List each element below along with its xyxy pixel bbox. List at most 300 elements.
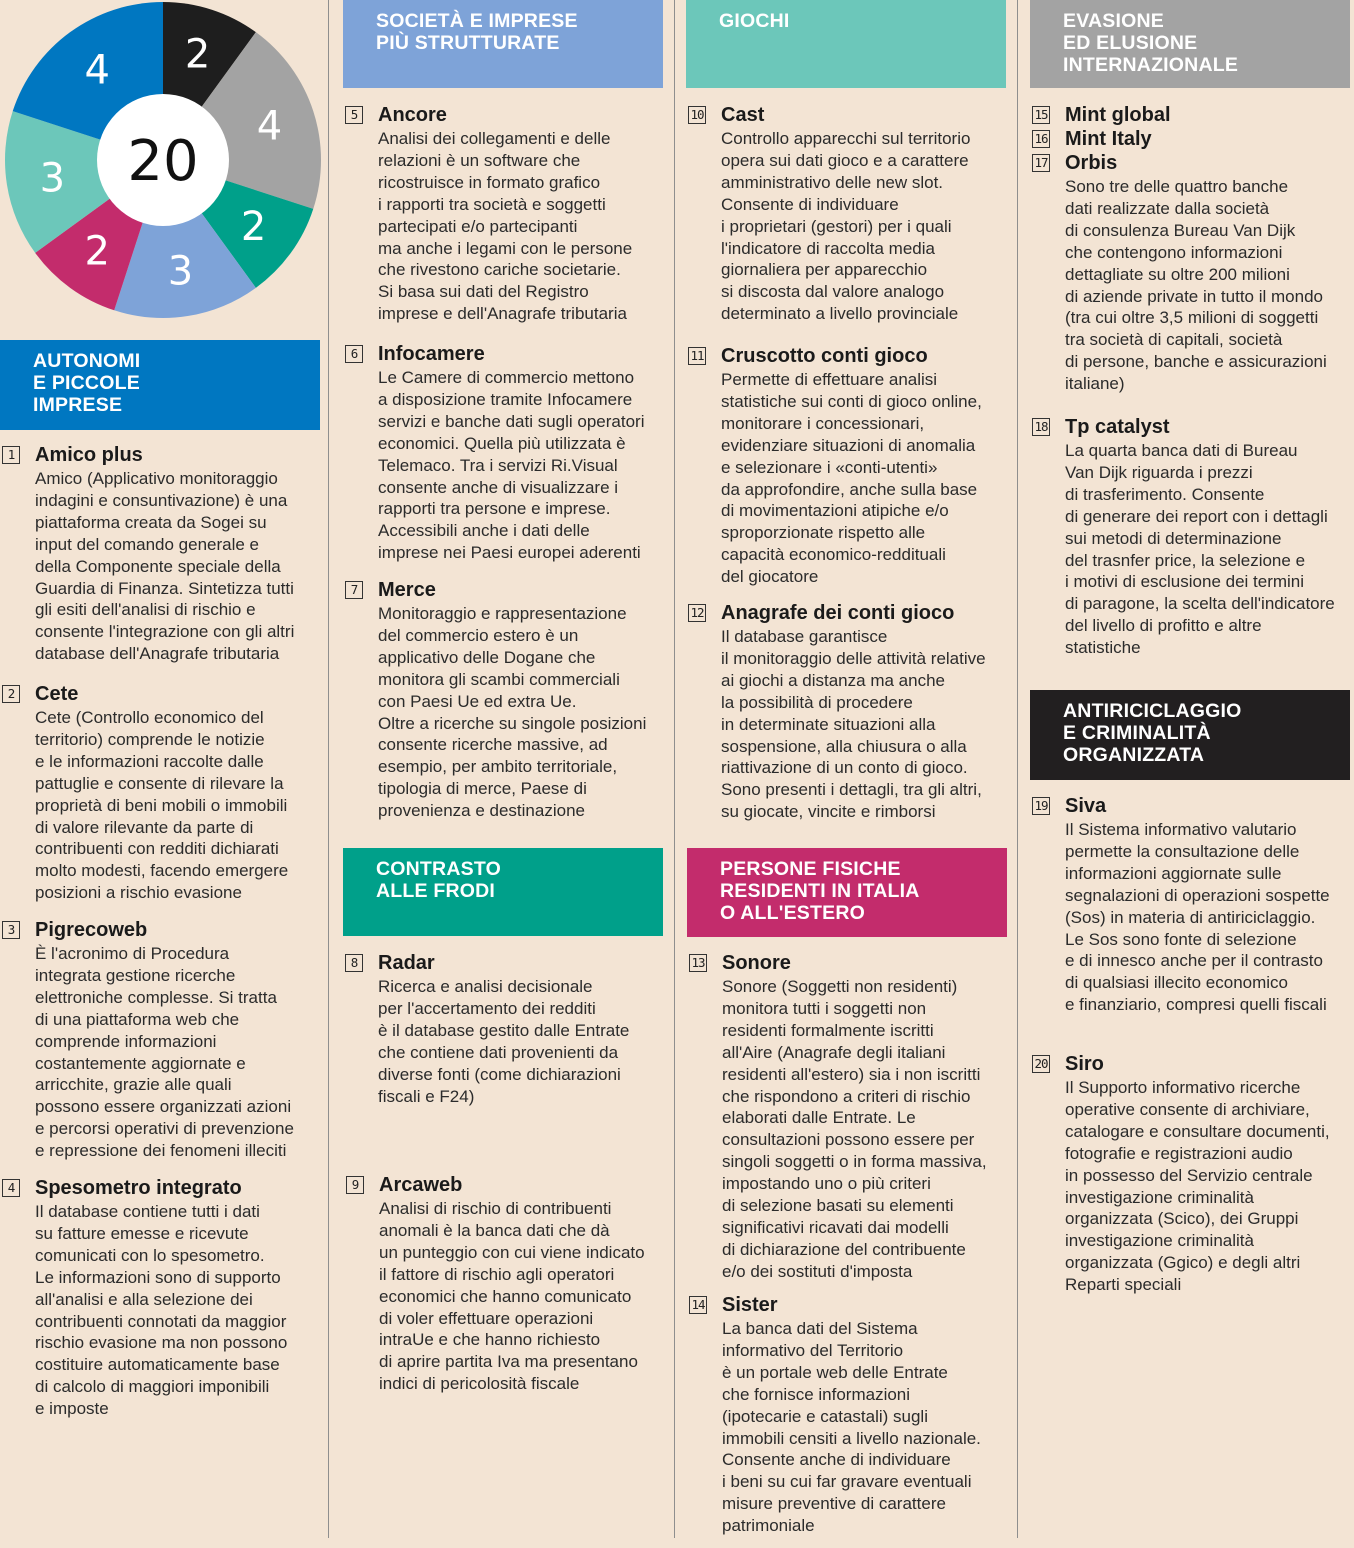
entry-description — [35, 468, 294, 665]
entry-header — [346, 1173, 645, 1198]
entry-description — [35, 943, 294, 1162]
description-line: La banca dati del Sistema — [722, 1319, 918, 1338]
entry-number-badge: 13 — [689, 954, 707, 972]
description-line: in determinate situazioni alla — [721, 714, 936, 734]
description-line: dettagliate su oltre 200 milioni — [1065, 264, 1290, 284]
description-line: che rivestono cariche societarie. — [378, 260, 621, 280]
description-line: Il Supporto informativo ricerche — [1065, 1078, 1301, 1097]
description-line: consultazioni possono essere per — [722, 1130, 975, 1150]
column-divider — [674, 0, 675, 1538]
section-header-line: IMPRESE — [33, 394, 123, 416]
description-line: e le informazioni raccolte dalle — [35, 751, 264, 771]
entry-number-badge: 1 — [2, 446, 20, 464]
description-line: rischio evasione ma non possono — [35, 1333, 288, 1353]
entry-title: Cete — [35, 683, 79, 705]
description-line: di una piattaforma web che — [35, 1009, 240, 1029]
entry-title: Siro — [1065, 1053, 1104, 1075]
entry-header — [1032, 415, 1335, 440]
description-line: economici. Quella più utilizzata è — [378, 433, 626, 453]
entry-description — [35, 1201, 287, 1420]
description-line: tra società di capitali, società — [1065, 330, 1283, 350]
description-line: Accessibili anche i dati delle — [378, 521, 590, 541]
section-header-line: ED ELUSIONE — [1063, 32, 1198, 54]
section-header-persone — [687, 848, 1007, 937]
description-line: con Paesi Ue ed extra Ue. — [378, 691, 577, 711]
description-line: È l'acronimo di Procedura — [35, 944, 230, 963]
description-line: e percorsi operativi di prevenzione — [35, 1119, 294, 1139]
description-line: Consente anche di individuare — [722, 1450, 951, 1470]
description-line: Monitoraggio e rappresentazione — [378, 604, 627, 623]
entry-header — [1032, 794, 1330, 819]
description-line: Guardia di Finanza. Sintetizza tutti — [35, 578, 294, 598]
description-line: opera sui dati gioco e a carattere — [721, 150, 969, 170]
section-header-autonomi — [0, 340, 320, 430]
entry-header — [688, 103, 970, 128]
pie-slice-label: 4 — [84, 47, 110, 94]
entry-header — [345, 578, 646, 603]
description-line: da approfondire, anche sulla base — [721, 479, 978, 499]
entry-tp-catalyst — [1032, 415, 1335, 659]
description-line: su giocate, vincite e rimborsi — [721, 802, 936, 822]
description-line: Il database contiene tutti i dati — [35, 1202, 260, 1221]
description-line: (Sos) in materia di antiriciclaggio. — [1065, 907, 1316, 927]
description-line: esempio, per ambito territoriale, — [378, 757, 618, 777]
entry-description — [379, 1198, 645, 1395]
description-line: comunicati con lo spesometro. — [35, 1245, 265, 1265]
section-header-line: INTERNAZIONALE — [1063, 54, 1239, 76]
entry-header — [689, 951, 987, 976]
entry-title: Mint Italy — [1065, 128, 1152, 150]
description-line: costantemente aggiornate e — [35, 1053, 246, 1073]
description-line: e di innesco anche per il contrasto — [1065, 951, 1323, 971]
entry-spesometro-integrato — [2, 1176, 287, 1420]
description-line: e repressione dei fenomeni illeciti — [35, 1141, 287, 1161]
description-line: di qualsiasi illecito economico — [1065, 973, 1289, 993]
description-line: patrimoniale — [722, 1516, 815, 1536]
description-line: di paragone, la scelta dell'indicatore — [1065, 594, 1335, 614]
description-line: di aprire partita Iva ma presentano — [379, 1352, 638, 1372]
description-line: misure preventive di carattere — [722, 1494, 946, 1514]
description-line: di aziende private in tutto il mondo — [1065, 286, 1323, 306]
description-line: imprese nei Paesi europei aderenti — [378, 543, 641, 563]
entry-description — [721, 128, 970, 325]
entry-ancore — [345, 103, 632, 325]
description-line: determinato a livello provinciale — [721, 304, 959, 324]
entry-description — [722, 976, 987, 1283]
description-line: che contengono informazioni — [1065, 242, 1283, 262]
description-line: del trasnfer price, la selezione e — [1065, 550, 1306, 570]
description-line: permette la consultazione delle — [1065, 841, 1300, 861]
description-line: La quarta banca dati di Bureau — [1065, 441, 1298, 460]
description-line: e selezionare i «conti-utenti» — [721, 457, 938, 477]
description-line: indagini e consuntivazione) è una — [35, 490, 288, 510]
description-line: un punteggio con cui viene indicato — [379, 1242, 645, 1262]
description-line: consente l'integrazione con gli altri — [35, 622, 295, 642]
description-line: i motivi di esclusione dei termini — [1065, 572, 1305, 592]
entry-number-badge: 3 — [2, 921, 20, 939]
section-header-line: GIOCHI — [719, 10, 790, 32]
description-line: i beni su cui far gravare eventuali — [722, 1472, 972, 1492]
description-line: evidenziare situazioni di anomalia — [721, 435, 976, 455]
description-line: di movimentazioni atipiche e/o — [721, 501, 949, 521]
entry-description — [378, 128, 632, 325]
description-line: Van Dijk riguarda i prezzi — [1065, 462, 1253, 482]
entry-title: Arcaweb — [379, 1174, 463, 1196]
description-line: fotografie e registrazioni audio — [1065, 1143, 1293, 1163]
description-line: è un portale web delle Entrate — [722, 1362, 948, 1382]
description-line: proprietà di beni mobili o immobili — [35, 795, 288, 815]
description-line: Analisi di rischio di contribuenti — [379, 1199, 612, 1218]
description-line: diverse fonti (come dichiarazioni — [378, 1064, 621, 1084]
entry-title: Spesometro integrato — [35, 1177, 242, 1199]
description-line: del commercio estero è un — [378, 625, 579, 645]
entry-number-badge: 9 — [346, 1176, 364, 1194]
description-line: catalogare e consultare documenti, — [1065, 1121, 1330, 1141]
description-line: giornaliera per apparecchio — [721, 260, 928, 280]
description-line: di calcolo di maggiori imponibili — [35, 1377, 270, 1397]
description-line: Il database garantisce — [721, 627, 888, 646]
description-line: residenti formalmente iscritti — [722, 1020, 934, 1040]
description-line: provenienza e destinazione — [378, 801, 585, 821]
description-line: Le Sos sono fonte di selezione — [1065, 929, 1297, 949]
description-line: tipologia di merce, Paese di — [378, 779, 587, 799]
description-line: imprese e dell'Anagrafe tributaria — [378, 304, 627, 324]
description-line: input del comando generale e — [35, 534, 259, 554]
description-line: di consulenza Bureau Van Dijk — [1065, 220, 1296, 240]
entry-orbis — [1032, 151, 1327, 395]
description-line: singoli soggetti o in forma massiva, — [722, 1152, 987, 1172]
entry-number-badge: 18 — [1032, 418, 1050, 436]
description-line: database dell'Anagrafe tributaria — [35, 644, 280, 664]
entry-header — [345, 951, 629, 976]
section-header-line: E CRIMINALITÀ — [1063, 722, 1211, 744]
entry-description — [1065, 176, 1327, 395]
donut-center-label: 20 — [127, 129, 199, 194]
donut-chart — [0, 0, 330, 330]
section-header-line: EVASIONE — [1063, 10, 1164, 32]
section-header-line: SOCIETÀ E IMPRESE — [376, 10, 578, 32]
description-line: del giocatore — [721, 567, 819, 587]
description-line: consente anche di visualizzare i — [378, 477, 619, 497]
entry-header — [1032, 151, 1327, 176]
description-line: si discosta dal valore analogo — [721, 282, 945, 302]
entry-title: Sonore — [722, 952, 791, 974]
description-line: è il database gestito dalle Entrate — [378, 1020, 630, 1040]
entry-header — [688, 344, 982, 369]
description-line: all'analisi e alla selezione dei — [35, 1289, 253, 1309]
description-line: di trasferimento. Consente — [1065, 484, 1265, 504]
description-line: molto modesti, facendo emergere — [35, 861, 289, 881]
entry-number-badge: 5 — [345, 106, 363, 124]
description-line: Ricerca e analisi decisionale — [378, 977, 593, 996]
entry-number-badge: 14 — [689, 1296, 707, 1314]
description-line: l'indicatore di raccolta media — [721, 238, 935, 258]
column-divider — [1017, 0, 1018, 1538]
description-line: posizioni a rischio evasione — [35, 883, 242, 903]
entry-description — [378, 367, 644, 564]
description-line: Oltre a ricerche su singole posizioni — [378, 713, 647, 733]
description-line: italiane) — [1065, 374, 1125, 394]
description-line: Le informazioni sono di supporto — [35, 1267, 281, 1287]
description-line: intraUe e che hanno richiesto — [379, 1330, 601, 1350]
entry-number-badge: 20 — [1032, 1055, 1050, 1073]
section-header-line: PIÙ STRUTTURATE — [376, 32, 560, 54]
entry-header — [345, 342, 644, 367]
description-line: la possibilità di procedere — [721, 692, 913, 712]
description-line: contribuenti con redditi dichiarati — [35, 839, 279, 859]
description-line: sospensione, alla chiusura o alla — [721, 736, 967, 756]
description-line: per l'accertamento dei redditi — [378, 998, 596, 1018]
entry-description — [1065, 440, 1335, 659]
description-line: riattivazione di un conto di gioco. — [721, 758, 968, 778]
entry-number-badge: 8 — [345, 954, 363, 972]
description-line: monitora tutti i soggetti non — [722, 998, 927, 1018]
description-line: ricostruisce in formato grafico — [378, 172, 601, 192]
description-line: servizi e banche dati sugli operatori — [378, 411, 645, 431]
entry-title: Siva — [1065, 795, 1107, 817]
description-line: fiscali e F24) — [378, 1086, 475, 1106]
description-line: operative consente di archiviare, — [1065, 1099, 1310, 1119]
description-line: gli esiti dell'analisi di rischio e — [35, 600, 256, 620]
entry-merce — [345, 578, 646, 822]
description-line: e/o dei sostituti d'imposta — [722, 1261, 913, 1281]
description-line: Amico (Applicativo monitoraggio — [35, 469, 278, 488]
description-line: contribuenti connotati da maggior — [35, 1311, 287, 1331]
description-line: piattaforma creata da Sogei su — [35, 512, 267, 532]
entry-cast — [688, 103, 970, 325]
description-line: applicativo delle Dogane che — [378, 647, 596, 667]
section-header-societa — [343, 0, 663, 88]
pie-slice-label: 3 — [167, 248, 194, 295]
entry-anagrafe-conti-gioco — [688, 601, 986, 823]
description-line: di dichiarazione del contribuente — [722, 1239, 966, 1259]
section-header-antiriciclaggio — [1030, 690, 1350, 780]
description-line: della Componente speciale della — [35, 556, 281, 576]
entry-infocamere — [345, 342, 644, 564]
description-line: organizzata (Scico), dei Gruppi — [1065, 1209, 1299, 1229]
description-line: di generare dei report con i dettagli — [1065, 506, 1328, 526]
section-header-giochi — [686, 0, 1006, 88]
entry-number-badge: 15 — [1032, 106, 1050, 124]
description-line: possono essere organizzati azioni — [35, 1097, 292, 1117]
description-line: (tra cui oltre 3,5 milioni di soggetti — [1065, 308, 1319, 328]
description-line: informativo del Territorio — [722, 1340, 904, 1360]
entry-header — [345, 103, 632, 128]
description-line: di selezione basati su elementi — [722, 1196, 954, 1216]
description-line: organizzata (Ggico) e degli altri — [1065, 1253, 1301, 1273]
description-line: pattuglie e consente di rilevare la — [35, 773, 284, 793]
entry-title: Tp catalyst — [1065, 416, 1170, 438]
entry-description — [722, 1318, 981, 1537]
description-line: ma anche i legami con le persone — [378, 238, 633, 258]
entry-radar — [345, 951, 629, 1107]
description-line: e imposte — [35, 1399, 109, 1419]
entry-number-badge: 11 — [688, 347, 706, 365]
description-line: in possesso del Servizio centrale — [1065, 1165, 1313, 1185]
description-line: su fatture emesse e ricevute — [35, 1223, 249, 1243]
section-header-line: RESIDENTI IN ITALIA — [720, 880, 920, 902]
description-line: che contiene dati provenienti da — [378, 1042, 619, 1062]
description-line: sproporzionate rispetto alle — [721, 523, 926, 543]
entry-title: Mint global — [1065, 104, 1171, 126]
description-line: costituire automaticamente base — [35, 1355, 280, 1375]
description-line: sui metodi di determinazione — [1065, 528, 1282, 548]
entry-header — [688, 601, 986, 626]
description-line: Controllo apparecchi sul territorio — [721, 129, 971, 148]
description-line: investigazione criminalità — [1065, 1231, 1254, 1251]
entry-number-badge: 7 — [345, 581, 363, 599]
entry-number-badge: 17 — [1032, 154, 1050, 172]
section-header-line: ANTIRICICLAGGIO — [1063, 700, 1242, 722]
description-line: elettroniche complesse. Si tratta — [35, 987, 277, 1007]
description-line: consente ricerche massive, ad — [378, 735, 608, 755]
entry-cruscotto-conti-gioco — [688, 344, 982, 588]
description-line: e finanziario, compresi quelli fiscali — [1065, 995, 1327, 1015]
entry-cete — [2, 682, 288, 904]
entry-description — [378, 603, 646, 822]
entry-description — [378, 976, 629, 1107]
entry-description — [1065, 1077, 1330, 1296]
entry-number-badge: 2 — [2, 685, 20, 703]
entry-title: Orbis — [1065, 152, 1118, 174]
description-line: Si basa sui dati del Registro — [378, 282, 589, 302]
description-line: segnalazioni di operazioni sospette — [1065, 885, 1330, 905]
entry-pigrecoweb — [2, 918, 294, 1162]
entry-number-badge: 4 — [2, 1179, 20, 1197]
entry-header — [2, 918, 294, 943]
section-header-line: AUTONOMI — [33, 350, 141, 372]
description-line: residenti all'estero) sia i non iscritti — [722, 1064, 981, 1084]
entry-number-badge: 6 — [345, 345, 363, 363]
entry-header — [2, 1176, 287, 1201]
description-line: anomali è la banca dati che dà — [379, 1220, 610, 1240]
pie-slice-label: 3 — [39, 155, 66, 202]
entry-description — [721, 369, 982, 588]
entry-amico-plus — [2, 443, 294, 665]
description-line: significativi ricavati dai modelli — [722, 1217, 949, 1237]
description-line: Consente di individuare — [721, 194, 899, 214]
description-line: i proprietari (gestori) per i quali — [721, 216, 952, 236]
section-header-line: ALLE FRODI — [376, 880, 495, 902]
description-line: Le Camere di commercio mettono — [378, 368, 635, 387]
entry-number-badge: 12 — [688, 604, 706, 622]
description-line: economici che hanno comunicato — [379, 1286, 632, 1306]
entry-title: Cast — [721, 104, 765, 126]
description-line: investigazione criminalità — [1065, 1187, 1254, 1207]
description-line: (ipotecarie e catastali) sugli — [722, 1406, 928, 1426]
description-line: a disposizione tramite Infocamere — [378, 389, 633, 409]
section-header-evasione — [1030, 0, 1350, 88]
entry-title: Radar — [378, 952, 435, 974]
entry-title: Anagrafe dei conti gioco — [721, 602, 955, 624]
section-header-line: E PICCOLE — [33, 372, 140, 394]
description-line: monitora gli scambi commerciali — [378, 669, 620, 689]
entry-number-badge: 19 — [1032, 797, 1050, 815]
entry-number-badge: 16 — [1032, 130, 1050, 148]
description-line: di persone, banche e assicurazioni — [1065, 352, 1327, 372]
entry-header — [2, 682, 288, 707]
description-line: Permette di effettuare analisi — [721, 370, 938, 389]
description-line: di voler effettuare operazioni — [379, 1308, 594, 1328]
description-line: che rispondono a criteri di rischio — [722, 1086, 971, 1106]
description-line: capacità economico-reddituali — [721, 545, 946, 565]
section-header-line: O ALL'ESTERO — [720, 902, 865, 924]
description-line: statistiche sui conti di gioco online, — [721, 391, 982, 411]
entry-number-badge: 10 — [688, 106, 706, 124]
description-line: Cete (Controllo economico del — [35, 708, 264, 727]
description-line: territorio) comprende le notizie — [35, 729, 265, 749]
section-header-line: ORGANIZZATA — [1063, 744, 1205, 766]
entry-sonore — [689, 951, 987, 1283]
description-line: relazioni è un software che — [378, 150, 581, 170]
description-line: ai giochi a distanza ma anche — [721, 670, 945, 690]
entry-description — [721, 626, 986, 823]
description-line: di valore rilevante da parte di — [35, 817, 254, 837]
entry-title: Merce — [378, 579, 436, 601]
description-line: rapporti tra persone e imprese. — [378, 499, 611, 519]
description-line: il monitoraggio delle attività relative — [721, 648, 986, 668]
description-line: del livello di profitto e altre — [1065, 616, 1262, 636]
description-line: il fattore di rischio agli operatori — [379, 1264, 615, 1284]
description-line: comprende informazioni — [35, 1031, 217, 1051]
description-line: Reparti speciali — [1065, 1275, 1182, 1295]
description-line: elaborati dalle Entrate. Le — [722, 1108, 916, 1128]
description-line: indici di pericolosità fiscale — [379, 1374, 580, 1394]
description-line: statistiche — [1065, 638, 1141, 658]
section-header-frodi — [343, 848, 663, 936]
entry-title: Cruscotto conti gioco — [721, 345, 928, 367]
description-line: Analisi dei collegamenti e delle — [378, 129, 611, 148]
description-line: informazioni aggiornate sulle — [1065, 863, 1282, 883]
entry-siro — [1032, 1052, 1330, 1296]
description-line: all'Aire (Anagrafe degli italiani — [722, 1042, 946, 1062]
description-line: monitorare i concessionari, — [721, 413, 925, 433]
pie-slice-label: 2 — [84, 228, 110, 275]
pie-slice-label: 2 — [240, 203, 267, 250]
pie-slice-label: 4 — [256, 103, 283, 150]
entry-arcaweb — [346, 1173, 645, 1395]
entry-title: Infocamere — [378, 343, 485, 365]
entry-title: Sister — [722, 1294, 778, 1316]
pie-slice-label: 2 — [184, 31, 211, 78]
description-line: integrata gestione ricerche — [35, 965, 236, 985]
description-line: Sonore (Soggetti non residenti) — [722, 977, 958, 996]
description-line: Sono tre delle quattro banche — [1065, 177, 1289, 196]
section-header-line: PERSONE FISICHE — [720, 858, 901, 880]
description-line: impostando uno o più criteri — [722, 1174, 931, 1194]
entry-header — [689, 1293, 981, 1318]
description-line: arricchite, grazie alle quali — [35, 1075, 232, 1095]
description-line: immobili censiti a livello nazionale. — [722, 1428, 981, 1448]
description-line: dati realizzate dalla società — [1065, 198, 1270, 218]
description-line: Telemaco. Tra i servizi Ri.Visual — [378, 455, 618, 475]
entry-title: Ancore — [378, 104, 447, 126]
description-line: che fornisce informazioni — [722, 1384, 911, 1404]
description-line: amministrativo delle new slot. — [721, 172, 944, 192]
entry-siva — [1032, 794, 1330, 1016]
entry-title: Pigrecoweb — [35, 919, 148, 941]
description-line: i rapporti tra società e soggetti — [378, 194, 606, 214]
description-line: Il Sistema informativo valutario — [1065, 820, 1297, 839]
entry-description — [1065, 819, 1330, 1016]
entry-description — [35, 707, 288, 904]
description-line: Sono presenti i dettagli, tra gli altri, — [721, 780, 982, 800]
entry-header — [2, 443, 294, 468]
description-line: partecipati e/o partecipanti — [378, 216, 578, 236]
entry-header — [1032, 1052, 1330, 1077]
entry-sister — [689, 1293, 981, 1537]
entry-title: Amico plus — [35, 444, 143, 466]
